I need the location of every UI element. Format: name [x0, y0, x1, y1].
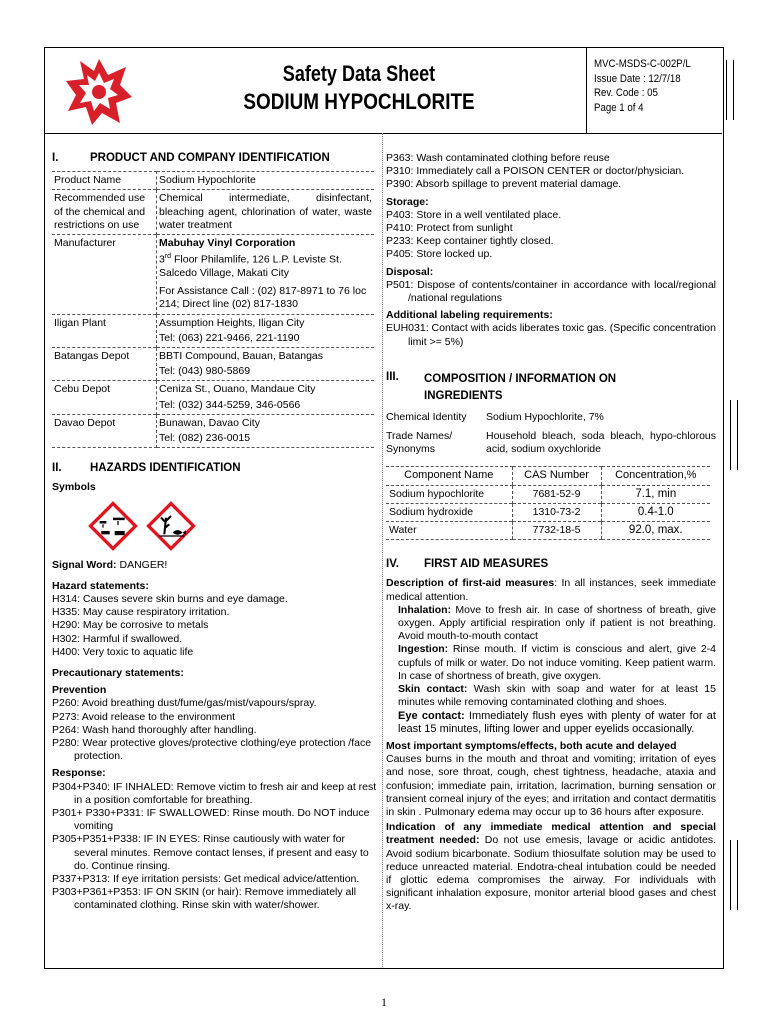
eye-label: Eye contact:: [398, 709, 465, 722]
section-1-heading: [52, 152, 378, 165]
column-header: Concentration,%: [601, 467, 710, 485]
address: Bunawan, Davao City: [159, 416, 260, 429]
desc-label: Description of first-aid measures: [386, 577, 555, 590]
response-title: Response:: [52, 767, 106, 780]
table-row: [386, 522, 710, 540]
section-title: FIRST AID MEASURES: [424, 558, 549, 571]
row-value: Sodium Hypochlorite: [157, 172, 375, 190]
row-key: Cebu Depot: [52, 381, 157, 414]
doc-code: MVC-MSDS-C-002P/L: [594, 58, 691, 70]
row-key: Product Name: [52, 172, 157, 190]
address: Ceniza St., Ouano, Mandaue City: [159, 383, 316, 396]
section-number: I.: [52, 152, 59, 164]
list-item: P410: Protect from sunlight: [386, 222, 513, 235]
page-count: Page 1 of 4: [594, 101, 644, 114]
list-item: H302: Harmful if swallowed.: [52, 632, 183, 645]
indication: [386, 821, 716, 913]
inhalation: [386, 604, 716, 644]
table-row: [386, 485, 710, 503]
additional-title: Additional labeling requirements:: [386, 309, 553, 322]
symbols-label: Symbols: [52, 481, 96, 494]
cell: Water: [386, 522, 512, 540]
list-item: H290: May be corrosive to metals: [52, 619, 209, 632]
storage-list: [386, 209, 716, 262]
list-item: P273: Avoid release to the environment: [52, 710, 236, 723]
table-header-row: [386, 467, 710, 485]
cell: 0.4-1.0: [601, 503, 710, 521]
cell: 92.0, max.: [601, 522, 710, 540]
list-item: P280: Wear protective gloves/protective clothing/eye protection /face protection.: [52, 737, 372, 763]
document-meta: [594, 57, 691, 115]
section-3-heading: [386, 371, 716, 405]
ingestion-label: Ingestion:: [398, 643, 449, 656]
trade-key: Trade Names/ Synonyms: [386, 430, 453, 456]
skin-label: Skin contact:: [398, 683, 468, 696]
prevention-title: Prevention: [52, 684, 107, 697]
list-item: P310: Immediately call a POISON CENTER or doctor/physician.: [386, 165, 685, 178]
corrosion-pictogram-icon: [88, 501, 138, 551]
column-header: Component Name: [386, 467, 512, 485]
phone: Tel: (082) 236-0015: [159, 431, 251, 444]
phone: Tel: (032) 344-5259, 346-0566: [159, 398, 301, 411]
document-header: [44, 47, 722, 134]
address-text: Floor Philamlife, 126 L.P. Leviste St. Salcedo Village, Makati City: [159, 253, 342, 279]
response-continued: [386, 152, 716, 192]
composition-table: [386, 466, 710, 540]
column-header: CAS Number: [512, 467, 601, 485]
section-title: PRODUCT AND COMPANY IDENTIFICATION: [90, 152, 330, 164]
list-item: P390: Absorb spillage to prevent material damage.: [386, 178, 622, 191]
manufacturer-name: Mabuhay Vinyl Corporation: [159, 237, 296, 250]
table-row: [52, 235, 374, 315]
table-row: [52, 190, 374, 235]
additional-text: EUH031: Contact with acids liberates toxic gas. (Specific concentration limit >= 5%): [386, 322, 716, 348]
table-row: [52, 347, 374, 380]
identity-value: Sodium Hypochlorite, 7%: [486, 410, 604, 423]
section-number: IV.: [386, 558, 400, 571]
cell: Sodium hypochlorite: [386, 485, 512, 503]
cell: 7732-18-5: [512, 522, 601, 540]
hazard-title: Hazard statements:: [52, 579, 149, 592]
composition-info: [386, 411, 716, 457]
table-row: [52, 414, 374, 447]
skin-contact: [386, 683, 716, 709]
row-value: [157, 347, 375, 380]
signal-word: [52, 559, 378, 572]
address: BBTI Compound, Bauan, Batangas: [159, 349, 324, 362]
address: Assumption Heights, Iligan City: [159, 316, 305, 329]
row-value: [157, 235, 375, 315]
list-item: P303+P361+P353: IF ON SKIN (or hair): Remove immediately all contaminated clothing. Rinse skin with water/shower.: [52, 886, 357, 912]
left-column: [52, 140, 378, 913]
eye-text: Immediately flush eyes with plenty of water for at least 15 minutes, lifting lower and upper eyelids occasionally.: [398, 709, 716, 735]
cell: Sodium hydroxide: [386, 503, 512, 521]
identity-key: Chemical Identity: [386, 410, 467, 423]
table-row: [52, 381, 374, 414]
list-item: P301+ P330+P331: IF SWALLOWED: Rinse mouth. Do NOT induce vomiting: [52, 807, 370, 833]
eye-contact: [386, 710, 716, 736]
column-divider: [382, 133, 383, 967]
list-item: H335: May cause respiratory irritation.: [52, 606, 230, 619]
table-row: [52, 314, 374, 347]
row-value: [157, 381, 375, 414]
phone: Tel: (063) 221-9466, 221-1190: [159, 331, 300, 344]
trade-value: Household bleach, soda bleach, hypo-chlorous acid, sodium oxychloride: [486, 430, 716, 456]
phone: Tel: (043) 980-5869: [159, 365, 251, 378]
row-value: [157, 314, 375, 347]
disposal-text: P501: Dispose of contents/container in accordance with local/regional /national regulations: [386, 278, 716, 305]
document-title: Safety Data Sheet: [282, 61, 436, 86]
ghs-pictograms: [88, 501, 378, 551]
row-key: Recommended use of the chemical and restrictions on use: [52, 190, 157, 235]
list-item: P363: Wash contaminated clothing before reuse: [386, 152, 610, 164]
first-aid-description: [386, 577, 716, 603]
cell: 1310-73-2: [512, 503, 601, 521]
list-item: P405: Store locked up.: [386, 248, 493, 261]
list-item: P233: Keep container tightly closed.: [386, 235, 554, 248]
section-title: HAZARDS IDENTIFICATION: [90, 462, 241, 475]
indication-title: Indication of any immediate medical attention and special treatment needed:: [386, 821, 716, 847]
cell: 7.1, min: [601, 485, 710, 503]
inhalation-text: Move to fresh air. In case of shortness of breath, give oxygen. Apply artificial respiration only if patient is not breathing. Avoid mouth-to-mouth contact: [398, 603, 716, 643]
prevention-list: [52, 697, 378, 763]
symptoms-text: Causes burns in the mouth and throat and vomiting; irritation of eyes and nose, sore throat, cough, chest tightness, headache, ataxia and confusion; immediate pain, irritation, lacrimation, burning sensation or transient corneal injury of the eyes; and irritation and contact dermatitis in skin . Pulmonary edema may occur up to 36 hours after exposure.: [386, 753, 716, 818]
table-row: [386, 503, 710, 521]
hazard-list: [52, 593, 378, 659]
right-column: [386, 152, 716, 914]
rev-code: Rev. Code : 05: [594, 87, 658, 99]
row-key: Iligan Plant: [52, 314, 157, 347]
list-item: P337+P313: If eye irritation persists: Get medical advice/attention.: [52, 873, 360, 886]
row-key: Manufacturer: [52, 235, 157, 315]
section-number: II.: [52, 462, 62, 475]
product-title: SODIUM HYPOCHLORITE: [243, 89, 475, 114]
company-logo-icon: [64, 57, 134, 127]
signal-value: DANGER!: [119, 558, 168, 571]
margin-bar: [726, 60, 734, 120]
margin-bar: [730, 400, 738, 470]
ingestion-text: Rinse mouth. If victim is conscious and alert, give 2-4 cupfuls of milk or water. Do not induce vomiting. Keep patient warm. In case of shortness of breath, give oxygen.: [398, 643, 716, 682]
list-item: P260: Avoid breathing dust/fume/gas/mist/vapours/spray.: [52, 697, 317, 710]
manufacturer-address: [159, 250, 372, 280]
list-item: P264: Wash hand thoroughly after handling.: [52, 723, 257, 736]
environment-pictogram-icon: [146, 501, 196, 551]
row-value: [157, 414, 375, 447]
indication-text: Do not use emesis, lavage or acidic antidotes. Avoid sodium bicarbonate. Sodium thiosulfate solution may be used to reduce unreacted material. Endotra-cheal intubation could be needed if glottic edema compromises the airway. For individuals with significant inhalation exposure, monitor arterial blood gases and chest x-ray.: [386, 834, 716, 913]
cell: 7681-52-9: [512, 485, 601, 503]
symptoms-title: Most important symptoms/effects, both acute and delayed: [386, 739, 677, 752]
desc-text: : In all instances, seek immediate medical attention.: [386, 577, 716, 603]
disposal-title: Disposal:: [386, 265, 434, 278]
precaution-title: Precautionary statements:: [52, 666, 184, 679]
list-item: P304+P340: IF INHALED: Remove victim to fresh air and keep at rest in a position comfortable for breathing.: [52, 780, 377, 806]
row-key: Batangas Depot: [52, 347, 157, 380]
list-item: H400: Very toxic to aquatic life: [52, 645, 194, 658]
identification-table: [52, 171, 374, 448]
ingestion: [386, 643, 716, 683]
row-key: Davao Depot: [52, 414, 157, 447]
page-number: 1: [381, 995, 387, 1009]
list-item: P403: Store in a well ventilated place.: [386, 208, 562, 221]
section-2-heading: [52, 462, 378, 475]
floor-number: 3: [159, 253, 165, 266]
skin-text: Wash skin with soap and water for at least 15 minutes while removing contaminated clothing and shoes.: [398, 683, 716, 709]
section-title: COMPOSITION / INFORMATION ON INGREDIENTS: [424, 372, 617, 402]
inhalation-label: Inhalation:: [398, 603, 452, 616]
response-list: [52, 781, 378, 913]
section-4-heading: [386, 558, 716, 571]
table-row: [52, 172, 374, 190]
header-divider: [586, 47, 587, 133]
floor-suffix: rd: [164, 253, 172, 261]
signal-label: Signal Word:: [52, 558, 117, 571]
section-number: III.: [386, 370, 399, 383]
assistance-phone: For Assistance Call : (02) 817-8971 to 76 loc 214; Direct line (02) 817-1830: [159, 285, 367, 311]
row-value: Chemical intermediate, disinfectant, bleaching agent, chlorination of water, waste water treatment: [157, 190, 375, 235]
issue-date: Issue Date : 12/7/18: [594, 72, 681, 85]
list-item: H314: Causes severe skin burns and eye damage.: [52, 592, 288, 605]
list-item: P305+P351+P338: IF IN EYES: Rinse cautiously with water for several minutes. Remove contact lenses, if present and easy to do. Continue rinsing.: [52, 833, 369, 872]
margin-bar: [730, 840, 738, 910]
storage-title: Storage:: [386, 195, 429, 208]
